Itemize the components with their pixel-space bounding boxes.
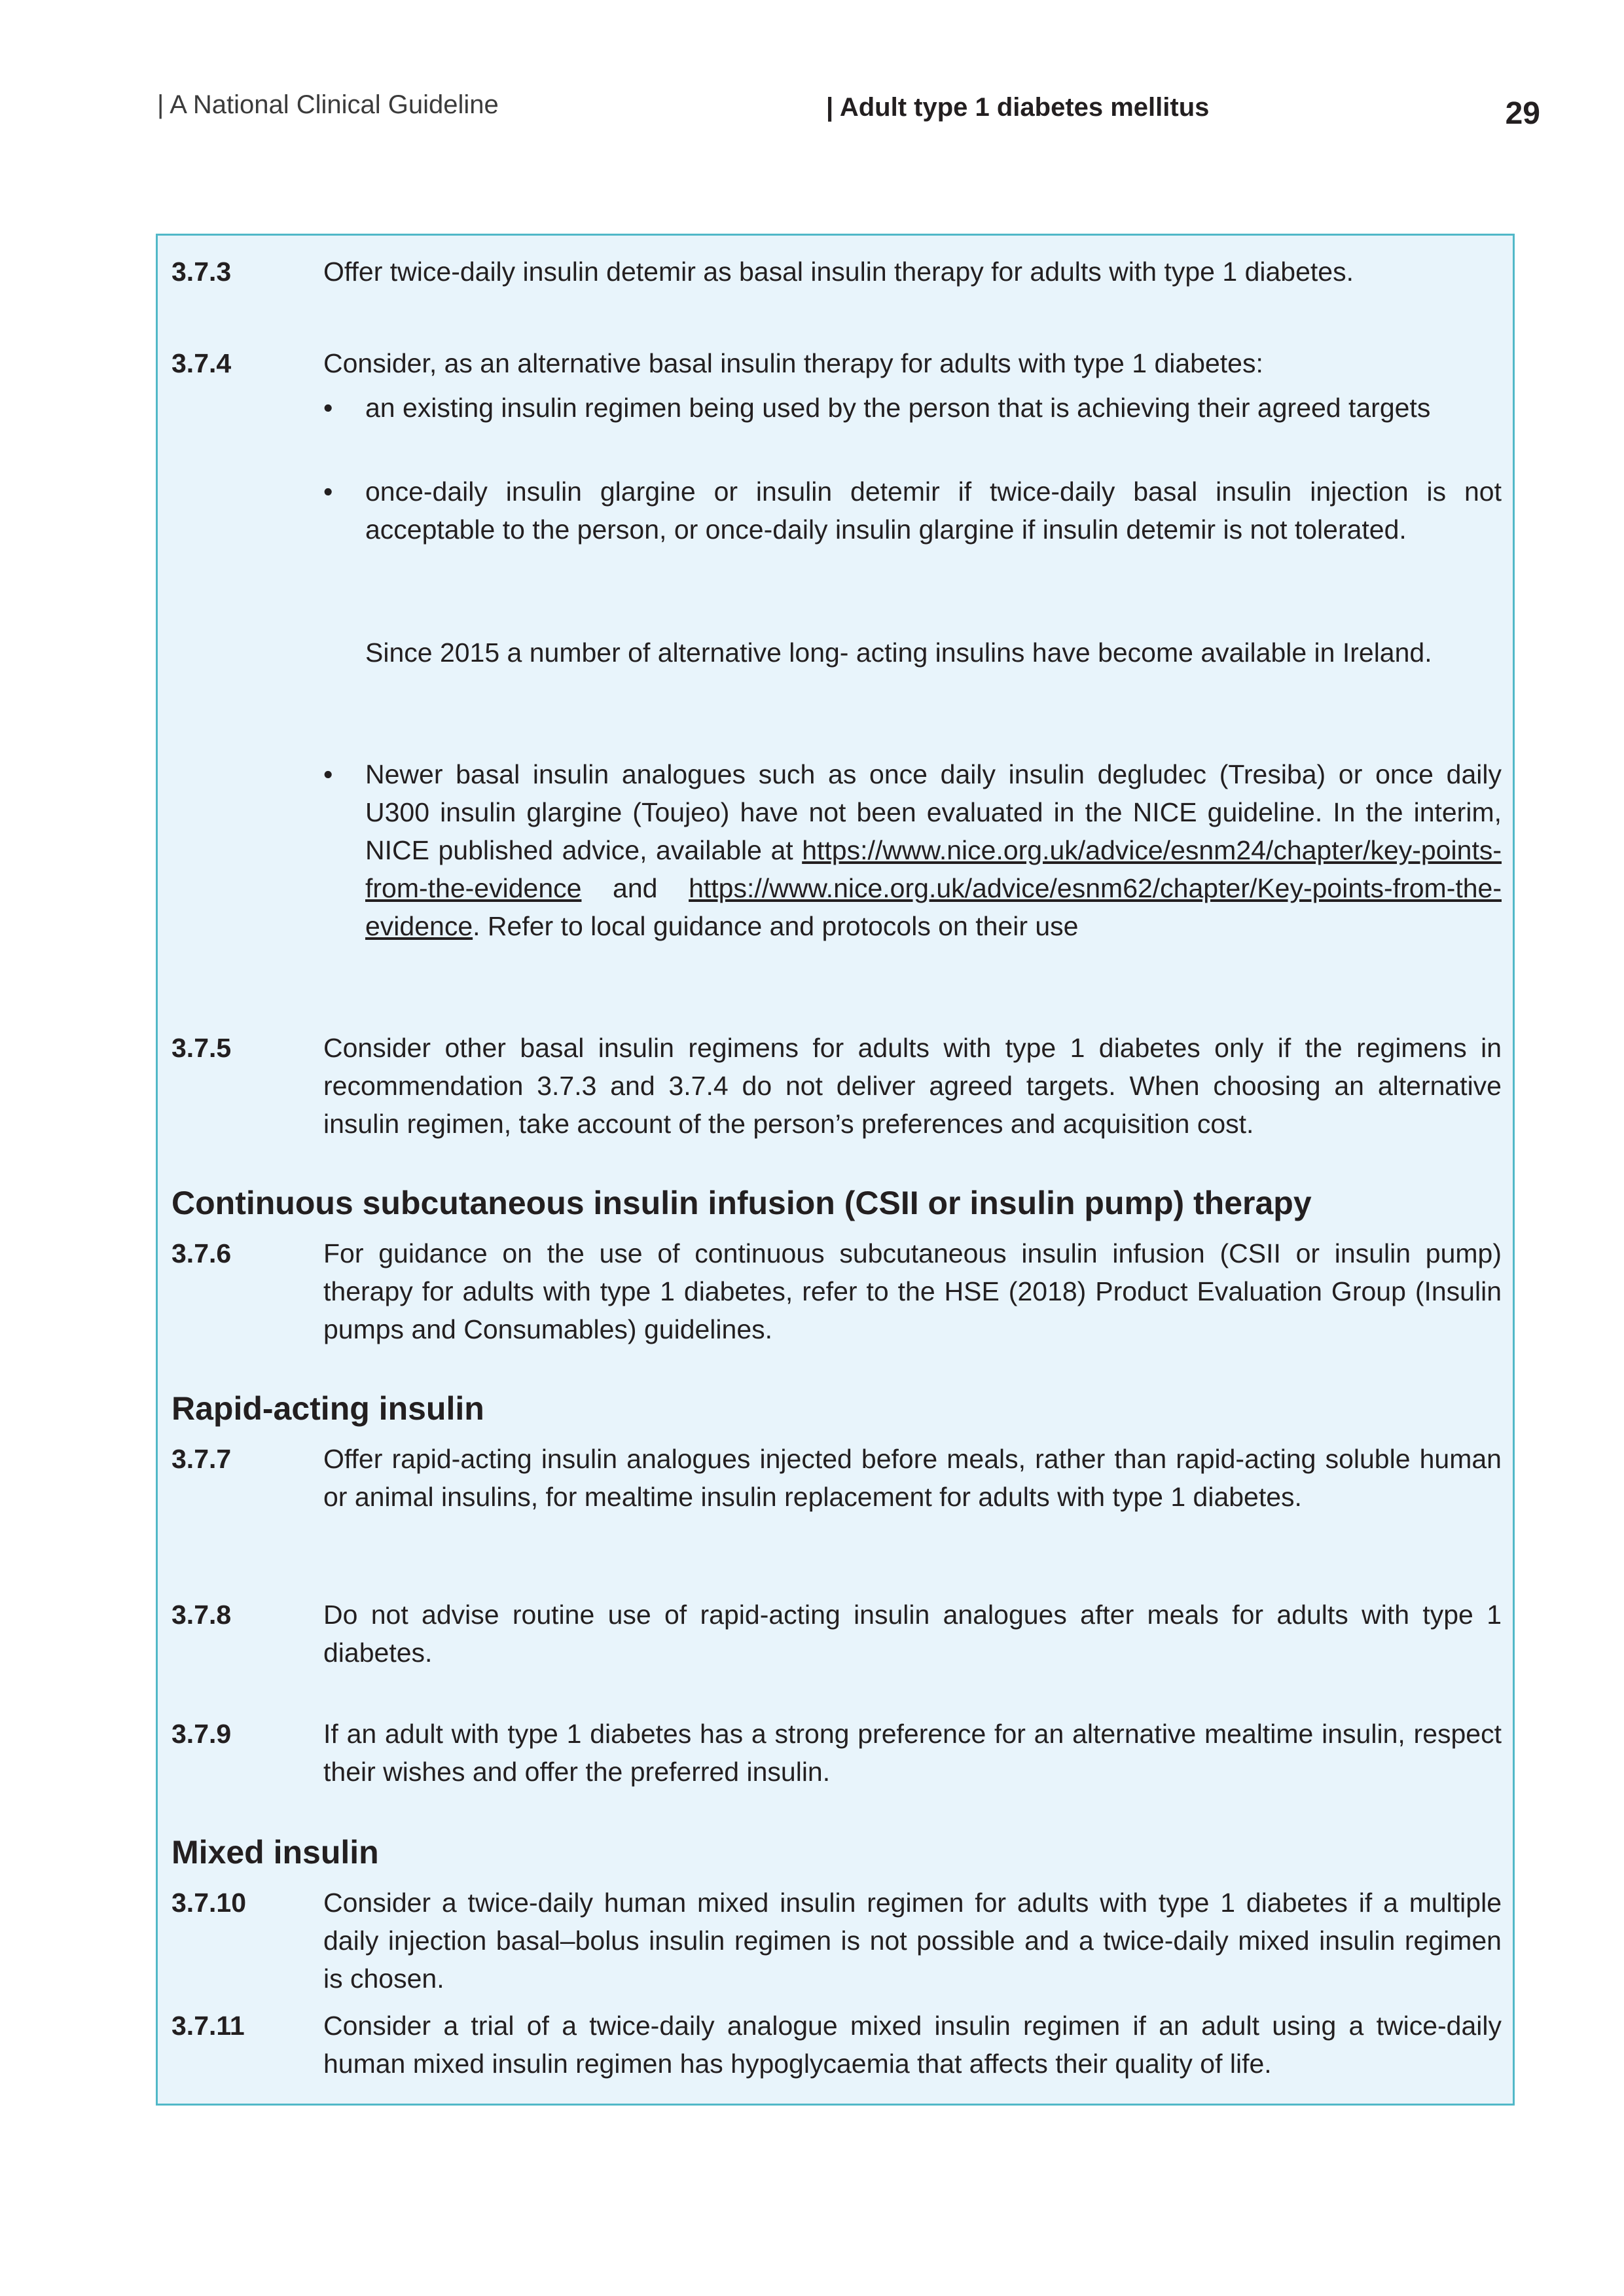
nice-esnm62-link[interactable]: https://www.nice.org.uk/advice/esnm62/chapter/Key-points-from-the-evidence bbox=[365, 873, 1502, 941]
rec-number-3-7-4: 3.7.4 bbox=[171, 348, 232, 378]
bullet-3-text-and: and bbox=[581, 873, 689, 903]
rec-number-3-7-5: 3.7.5 bbox=[171, 1033, 232, 1063]
rec-number-3-7-3: 3.7.3 bbox=[171, 257, 232, 287]
rec-text-3-7-6: For guidance on the use of continuous subcutaneous insulin infusion (CSII or insulin pump) therapy for adults with type 1 diabetes, refer to the HSE (2018) Product Evaluation Group (Insulin pumps and Consumables) guidelines. bbox=[323, 1238, 1502, 1344]
rec-number-3-7-10: 3.7.10 bbox=[171, 1888, 246, 1918]
rec-text-3-7-3: Offer twice-daily insulin detemir as basal insulin therapy for adults with type 1 diabetes. bbox=[323, 257, 1354, 287]
nice-esnm24-link[interactable]: https://www.nice.org.uk/advice/esnm24/chapter/key-points-from-the-evidence bbox=[365, 835, 1502, 903]
rec-text-3-7-7: Offer rapid-acting insulin analogues injected before meals, rather than rapid-acting soluble human or animal insulins, for mealtime insulin replacement for adults with type 1 diabetes. bbox=[323, 1444, 1502, 1512]
running-header-left: | A National Clinical Guideline bbox=[157, 90, 499, 119]
rec-3-7-4-bullet-3 bbox=[365, 755, 1502, 945]
rec-text-3-7-9: If an adult with type 1 diabetes has a strong preference for an alternative mealtime insulin, respect their wishes and offer the preferred insulin. bbox=[323, 1719, 1502, 1787]
bullet-marker: • bbox=[323, 759, 333, 789]
rec-3-7-4-note: Since 2015 a number of alternative long- acting insulins have become available in Ireland. bbox=[365, 637, 1432, 668]
section-heading-csii: Continuous subcutaneous insulin infusion (CSII or insulin pump) therapy bbox=[171, 1185, 1312, 1221]
rec-number-3-7-8: 3.7.8 bbox=[171, 1600, 232, 1630]
section-heading-mixed-insulin: Mixed insulin bbox=[171, 1834, 379, 1871]
bullet-marker: • bbox=[323, 476, 333, 507]
section-heading-rapid-acting: Rapid-acting insulin bbox=[171, 1390, 484, 1427]
rec-number-3-7-7: 3.7.7 bbox=[171, 1444, 232, 1474]
bullet-marker: • bbox=[323, 393, 333, 423]
rec-3-7-4-bullet-2: once-daily insulin glargine or insulin detemir if twice-daily basal insulin injection is not acceptable to the person, or once-daily insulin glargine if insulin detemir is not tolerated. bbox=[365, 476, 1502, 545]
running-header-title: | Adult type 1 diabetes mellitus bbox=[826, 93, 1210, 122]
rec-text-3-7-8: Do not advise routine use of rapid-acting insulin analogues after meals for adults with type 1 diabetes. bbox=[323, 1600, 1502, 1668]
rec-number-3-7-9: 3.7.9 bbox=[171, 1719, 232, 1749]
rec-text-3-7-4-intro: Consider, as an alternative basal insulin therapy for adults with type 1 diabetes: bbox=[323, 348, 1263, 378]
bullet-3-text-start: Newer basal insulin analogues such as once daily insulin degludec (Tresiba) or once daily U300 insulin glargine (Toujeo) have not been evaluated in the NICE guideline. In the interim, NICE published advice, available at bbox=[365, 759, 1502, 865]
rec-text-3-7-10: Consider a twice-daily human mixed insulin regimen for adults with type 1 diabetes if a multiple daily injection basal–bolus insulin regimen is not possible and a twice-daily mixed insulin regimen is chosen. bbox=[323, 1888, 1502, 1994]
rec-3-7-4-bullet-1: an existing insulin regimen being used by the person that is achieving their agreed targets bbox=[365, 393, 1431, 423]
rec-text-3-7-5: Consider other basal insulin regimens for adults with type 1 diabetes only if the regimens in recommendation 3.7.3 and 3.7.4 do not deliver agreed targets. When choosing an alternative insulin regimen, take account of the person’s preferences and acquisition cost. bbox=[323, 1033, 1502, 1139]
rec-text-3-7-11: Consider a trial of a twice-daily analogue mixed insulin regimen if an adult using a twice-daily human mixed insulin regimen has hypoglycaemia that affects their quality of life. bbox=[323, 2011, 1502, 2079]
rec-number-3-7-11: 3.7.11 bbox=[171, 2011, 245, 2041]
page-number: 29 bbox=[1505, 96, 1540, 131]
rec-number-3-7-6: 3.7.6 bbox=[171, 1238, 232, 1268]
bullet-3-text-end: . Refer to local guidance and protocols on their use bbox=[473, 911, 1079, 941]
